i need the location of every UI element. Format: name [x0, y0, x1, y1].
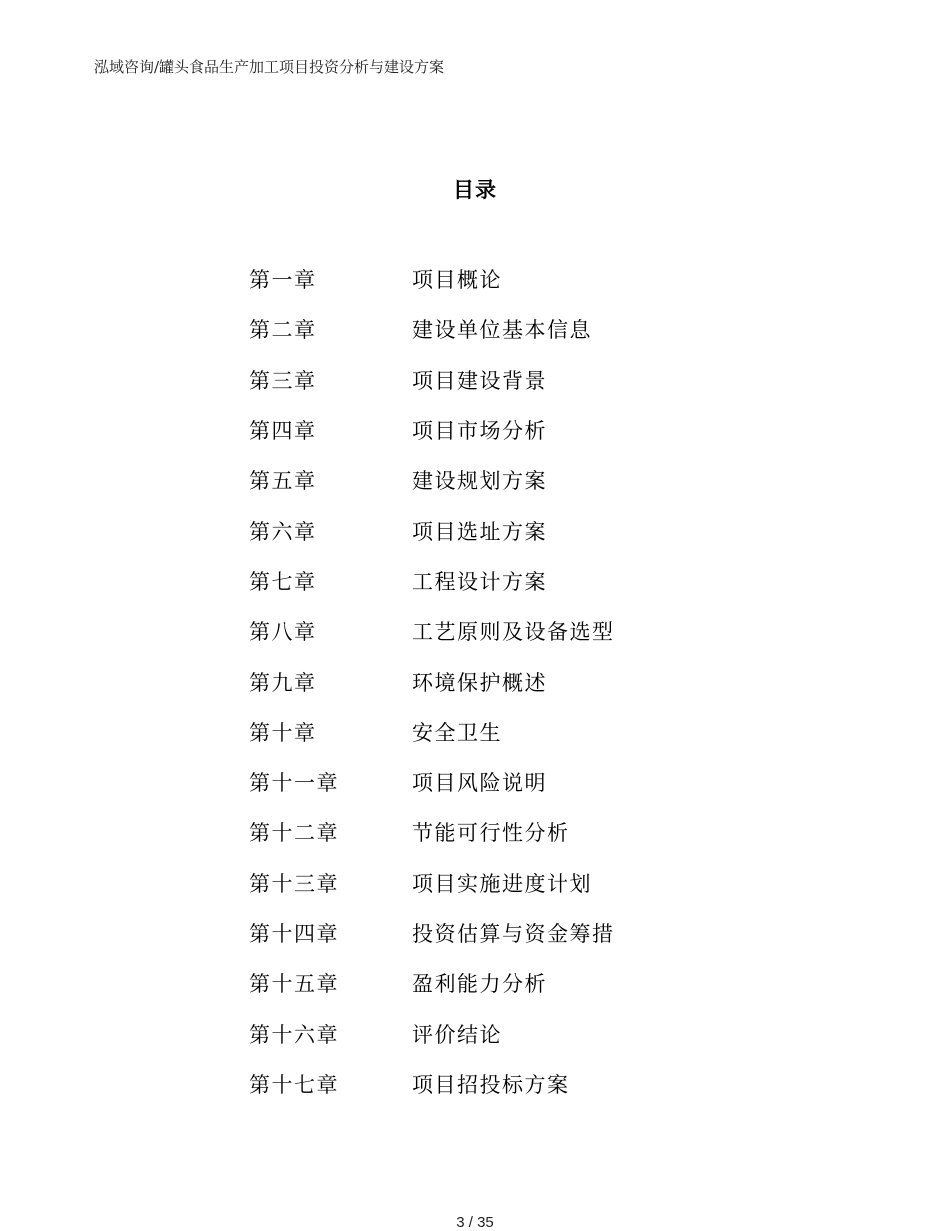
toc-chapter-number: 第三章 — [249, 368, 317, 393]
toc-chapter-title: 项目选址方案 — [412, 519, 547, 544]
toc-chapter-title: 安全卫生 — [412, 720, 502, 745]
toc-chapter-title: 项目建设背景 — [412, 368, 547, 393]
toc-entry[interactable] — [249, 757, 615, 807]
toc-entry[interactable] — [249, 908, 615, 958]
toc-entry[interactable] — [249, 656, 615, 706]
toc-entry[interactable] — [249, 858, 615, 908]
running-header: 泓域咨询/罐头食品生产加工项目投资分析与建设方案 — [94, 58, 445, 76]
toc-chapter-number: 第十五章 — [249, 972, 339, 997]
toc-chapter-number: 第十章 — [249, 720, 317, 745]
toc-entry[interactable] — [249, 304, 615, 354]
toc-chapter-title: 项目实施进度计划 — [412, 871, 592, 896]
toc-entry[interactable] — [249, 707, 615, 757]
toc-chapter-title: 项目概论 — [412, 268, 502, 293]
toc-chapter-number: 第八章 — [249, 620, 317, 645]
toc-entry[interactable] — [249, 505, 615, 555]
toc-title: 目录 — [453, 178, 497, 202]
toc-chapter-number: 第一章 — [249, 268, 317, 293]
toc-entry[interactable] — [249, 1008, 615, 1058]
toc-chapter-title: 项目招投标方案 — [412, 1072, 570, 1097]
toc-chapter-number: 第十一章 — [249, 771, 339, 796]
toc-chapter-title: 建设规划方案 — [412, 469, 547, 494]
toc-chapter-title: 投资估算与资金筹措 — [412, 922, 615, 946]
toc-chapter-title: 评价结论 — [412, 1022, 502, 1047]
toc-entry[interactable] — [249, 556, 615, 606]
toc-chapter-number: 第四章 — [249, 419, 317, 444]
toc-chapter-title: 环境保护概述 — [412, 670, 547, 695]
toc-chapter-number: 第十七章 — [249, 1072, 339, 1097]
toc-chapter-title: 节能可行性分析 — [412, 821, 570, 846]
table-of-contents — [249, 254, 615, 1109]
toc-entry[interactable] — [249, 455, 615, 505]
toc-chapter-number: 第十三章 — [249, 871, 339, 896]
toc-entry[interactable] — [249, 1059, 615, 1109]
toc-chapter-title: 工艺原则及设备选型 — [412, 620, 615, 645]
toc-entry[interactable] — [249, 355, 615, 405]
toc-chapter-number: 第十四章 — [249, 922, 339, 946]
toc-chapter-number: 第十二章 — [249, 821, 339, 846]
page-number: 3 / 35 — [456, 1214, 494, 1231]
toc-chapter-title: 工程设计方案 — [412, 569, 547, 594]
toc-chapter-title: 建设单位基本信息 — [412, 318, 592, 343]
toc-chapter-title: 盈利能力分析 — [412, 972, 547, 997]
toc-chapter-number: 第九章 — [249, 670, 317, 695]
toc-chapter-number: 第七章 — [249, 569, 317, 594]
toc-entry[interactable] — [249, 254, 615, 304]
toc-entry[interactable] — [249, 606, 615, 656]
toc-chapter-title: 项目风险说明 — [412, 771, 547, 796]
toc-chapter-number: 第十六章 — [249, 1022, 339, 1047]
toc-entry[interactable] — [249, 807, 615, 857]
toc-chapter-title: 项目市场分析 — [412, 419, 547, 444]
toc-entry[interactable] — [249, 405, 615, 455]
toc-chapter-number: 第六章 — [249, 519, 317, 544]
toc-chapter-number: 第二章 — [249, 318, 317, 343]
toc-chapter-number: 第五章 — [249, 469, 317, 494]
toc-entry[interactable] — [249, 958, 615, 1008]
